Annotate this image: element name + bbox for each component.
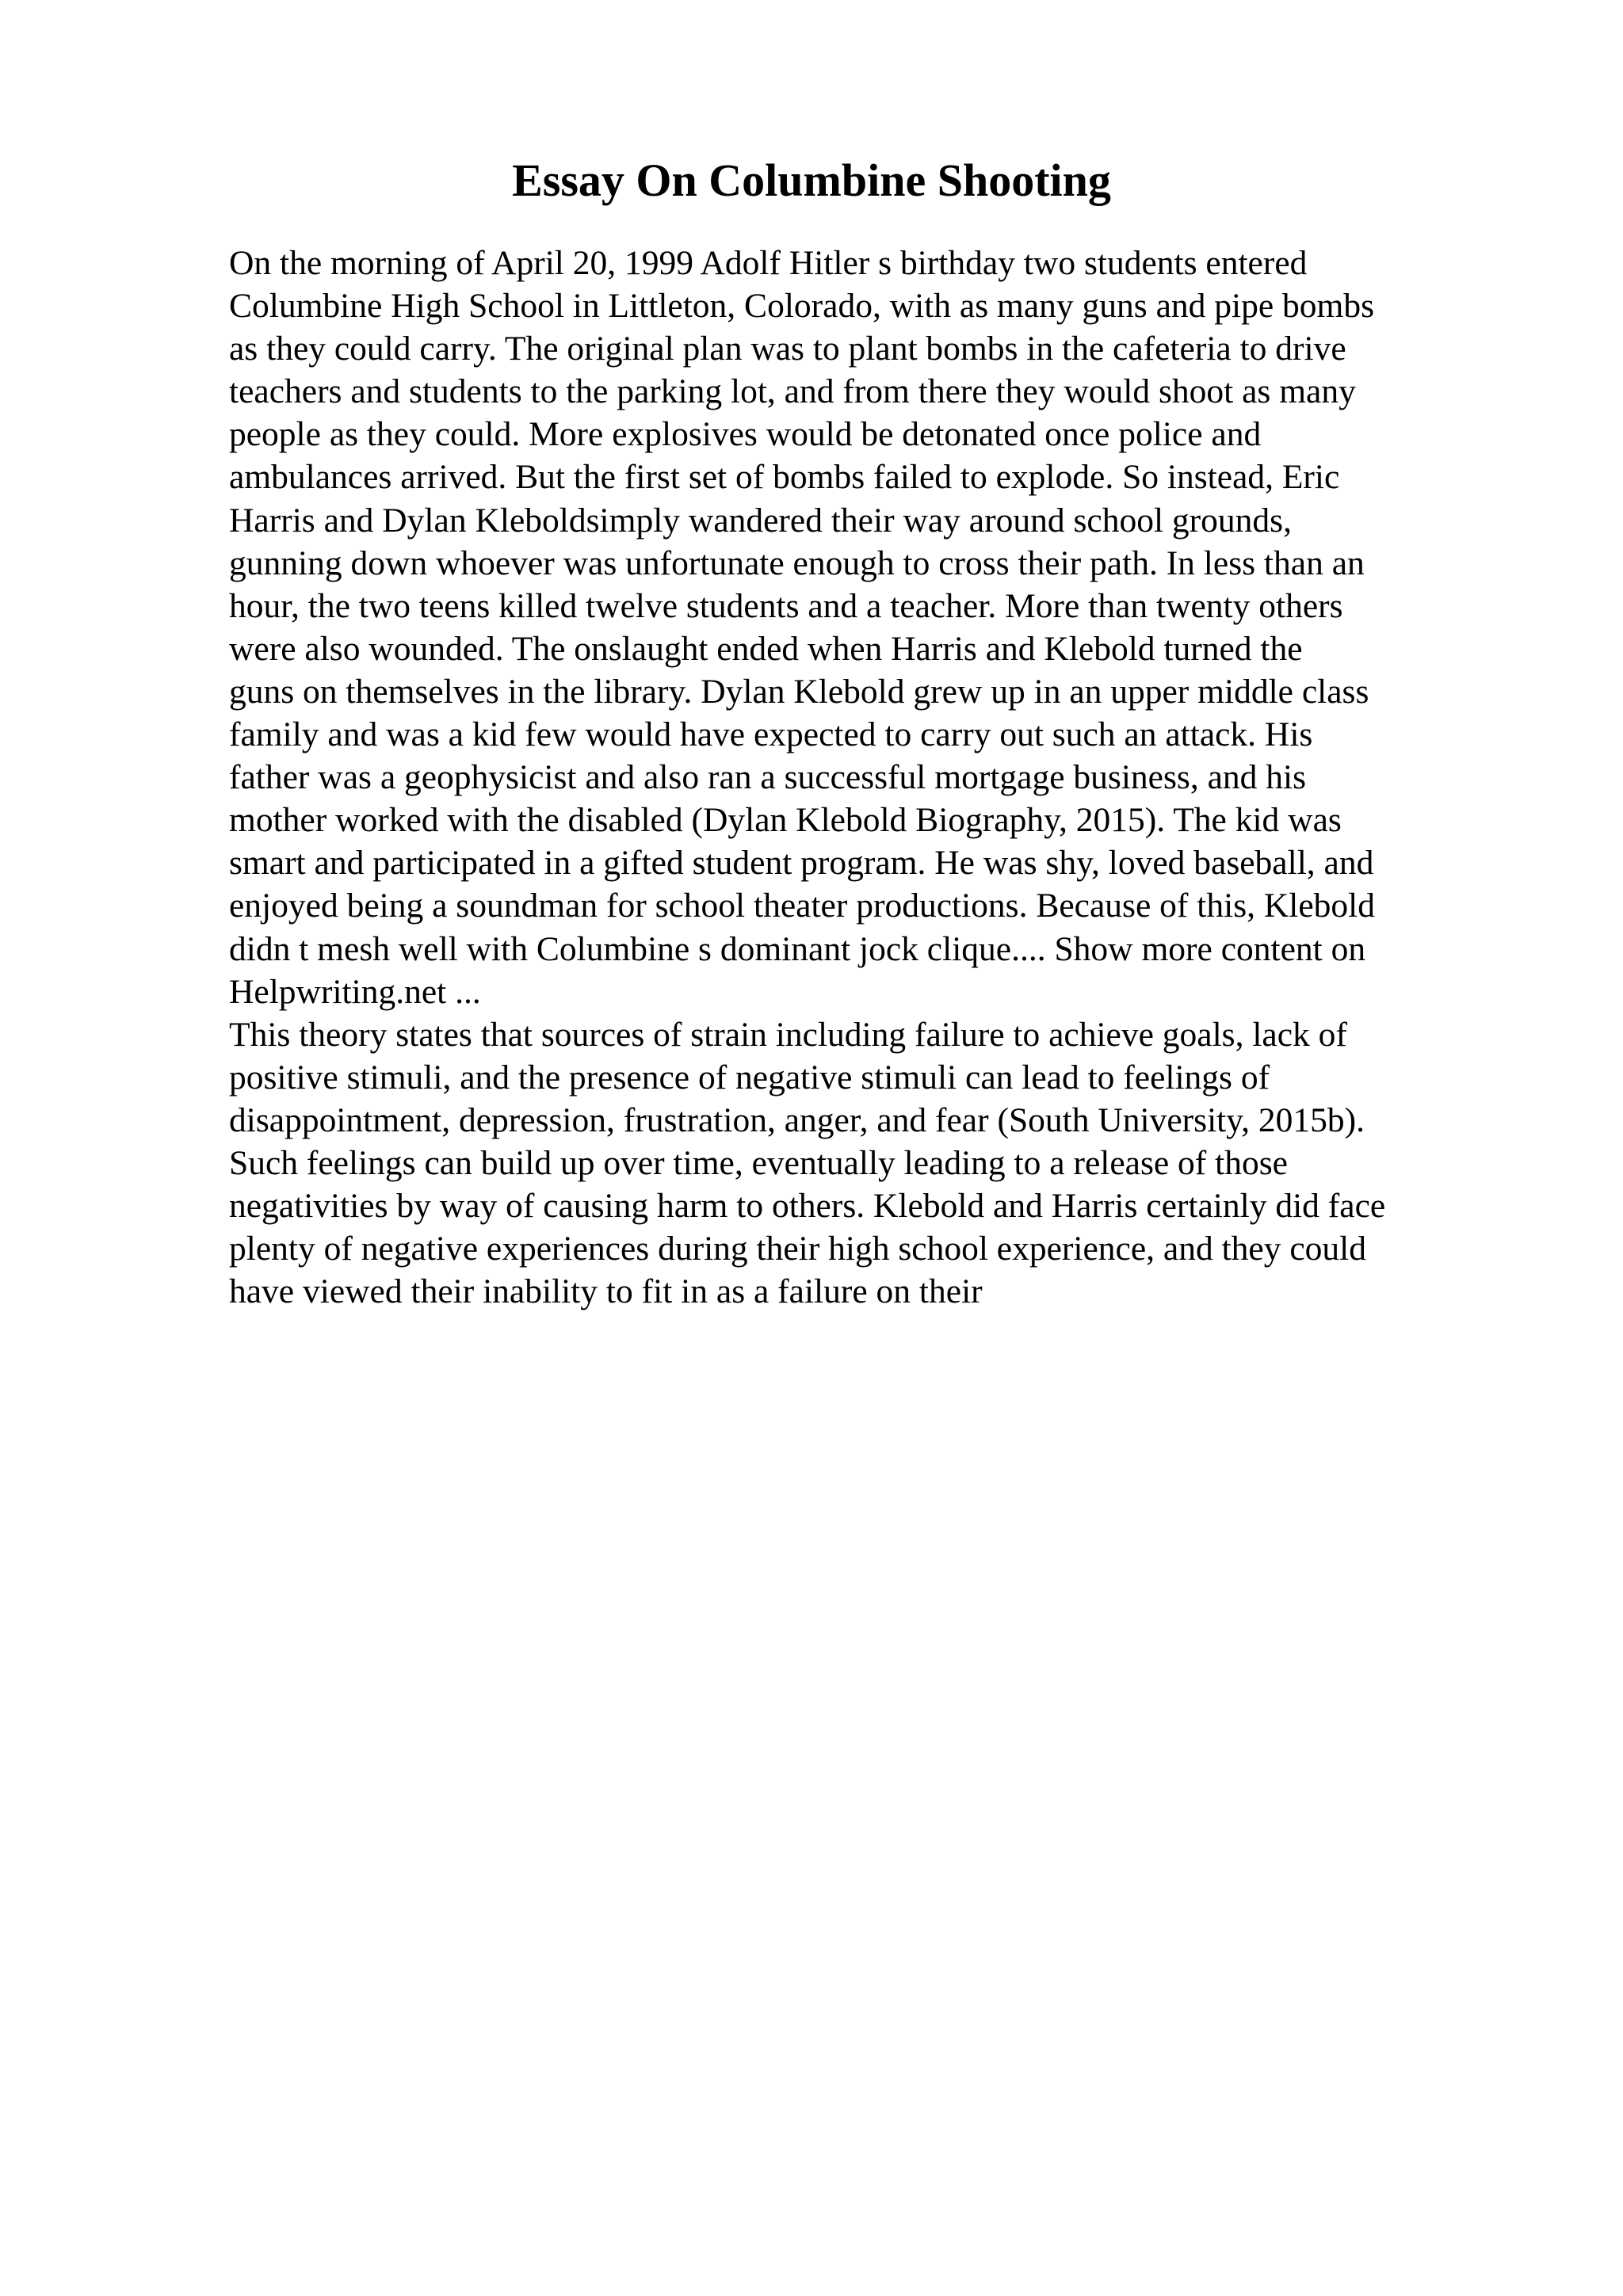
body-line: people as they could. More explosives would be detonated once police and <box>229 415 1262 454</box>
body-line: Helpwriting.net ... <box>229 972 481 1011</box>
body-line: gunning down whoever was unfortunate enough to cross their path. In less than an <box>229 543 1365 582</box>
body-line: negativities by way of causing harm to others. Klebold and Harris certainly did face <box>229 1187 1386 1226</box>
body-line: Columbine High School in Littleton, Colorado, with as many guns and pipe bombs <box>229 287 1375 326</box>
document-body <box>229 242 1576 1313</box>
body-line: family and was a kid few would have expected to carry out such an attack. His <box>229 715 1313 754</box>
body-line: father was a geophysicist and also ran a successful mortgage business, and his <box>229 758 1307 797</box>
body-line: hour, the two teens killed twelve students and a teacher. More than twenty others <box>229 586 1343 625</box>
body-line: didn t mesh well with Columbine s dominant jock clique.... Show more content on <box>229 929 1366 968</box>
body-line: On the morning of April 20, 1999 Adolf Hitler s birthday two students entered <box>229 244 1308 282</box>
body-line: This theory states that sources of strain including failure to achieve goals, lack of <box>229 1015 1347 1054</box>
body-line: were also wounded. The onslaught ended when Harris and Klebold turned the <box>229 629 1303 668</box>
body-line: positive stimuli, and the presence of negative stimuli can lead to feelings of <box>229 1058 1270 1097</box>
document-title: Essay On Columbine Shooting <box>512 154 1111 206</box>
body-line: teachers and students to the parking lot, and from there they would shoot as many <box>229 372 1356 411</box>
body-line: guns on themselves in the library. Dylan Klebold grew up in an upper middle class <box>229 672 1369 711</box>
body-line: smart and participated in a gifted student program. He was shy, loved baseball, and <box>229 844 1374 883</box>
body-line: disappointment, depression, frustration, anger, and fear (South University, 2015b). <box>229 1100 1365 1139</box>
body-line: plenty of negative experiences during their high school experience, and they could <box>229 1230 1366 1268</box>
body-line: Such feelings can build up over time, eventually leading to a release of those <box>229 1143 1288 1182</box>
body-line: have viewed their inability to fit in as a failure on their <box>229 1272 983 1311</box>
body-line: enjoyed being a soundman for school theater productions. Because of this, Klebold <box>229 887 1376 925</box>
body-line: Harris and Dylan Kleboldsimply wandered their way around school grounds, <box>229 501 1292 540</box>
body-line: ambulances arrived. But the first set of bombs failed to explode. So instead, Eric <box>229 458 1340 497</box>
body-line: mother worked with the disabled (Dylan Klebold Biography, 2015). The kid was <box>229 801 1342 840</box>
body-line: as they could carry. The original plan was to plant bombs in the cafeteria to drive <box>229 330 1346 368</box>
